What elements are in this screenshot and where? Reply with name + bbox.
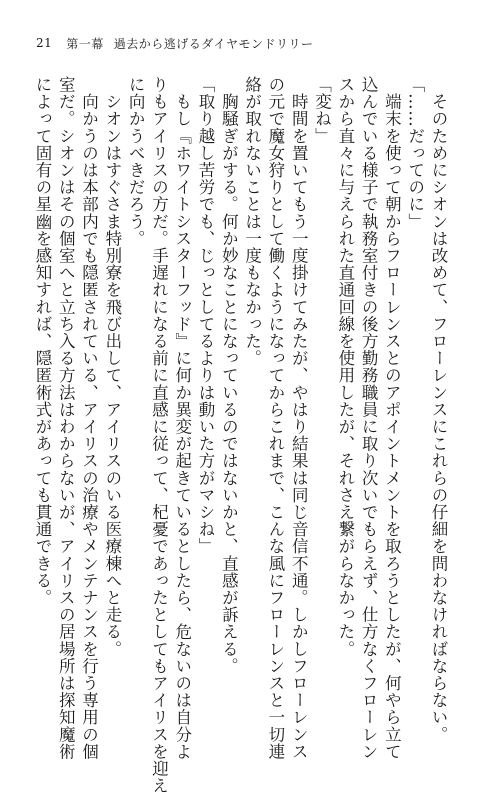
text-line: そのためにシオンは改めて、フローレンスにこれらの仔細を問わなければならない。 [429, 76, 448, 743]
chapter-label: 第一幕 [66, 36, 104, 51]
text-line: スから直々に与えられた直通回線を使用したが、それさえ繋がらなかった。 [335, 76, 355, 658]
text-line: 込んでいる様子で執務室付きの後方勤務職員に取り次いでもらえず、仕方なくフローレン [359, 76, 379, 760]
text-line: 端末を使って朝からフローレンスとのアポイントメントを取ろうとしたが、何やら立て [382, 76, 402, 760]
text-line: によって固有の星幽を感知すれば、隠匿術式があっても貫通できる。 [32, 76, 52, 607]
text-line: に向かうべきだろう。 [126, 76, 146, 247]
page-number: 21 [36, 36, 53, 50]
text-line: 時間を置いてもう一度掛けてみたが、やはり結果は同じ音信不通。しかしフローレンス [289, 76, 309, 760]
text-line: 室だ。シオンはその個室へと立ち入る方法はわからないが、アイリスの居場所は探知魔術 [56, 76, 76, 760]
text-line: 「取り越し苦労でも、じっとしてるよりは動いた方がマシね」 [196, 76, 216, 555]
text-line: りもアイリスの方だ。手遅れになる前に直感に従って、杞憂であったとしてもアイリスを迎え [149, 76, 169, 794]
text-line: もし『ホワイトシスターフッド』に何か異変が起きているとしたら、危ないのは自分よ [172, 76, 192, 760]
text-line: の元で魔女狩りとして働くようになってからこれまで、こんな風にフローレンスと一切連 [265, 76, 285, 760]
text-line: シオンはすぐさま特別寮を飛び出して、アイリスのいる医療棟へと走る。 [102, 76, 122, 658]
running-header [36, 33, 460, 53]
text-line: 胸騒ぎがする。何か妙なことになっているのではないかと、直感が訴える。 [219, 76, 239, 675]
text-line: 「変ね」 [312, 76, 332, 145]
text-line: 絡が取れないことは一度もなかった。 [242, 76, 262, 367]
vertical-body-text [32, 76, 450, 794]
chapter-title: 過去から逃げるダイヤモンドリリー [113, 36, 314, 51]
text-line: 向かうのは本部内でも隠匿されている、アイリスの治療やメンテナンスを行う専用の個 [79, 76, 99, 760]
text-line: 「……だってのに」 [405, 76, 425, 230]
